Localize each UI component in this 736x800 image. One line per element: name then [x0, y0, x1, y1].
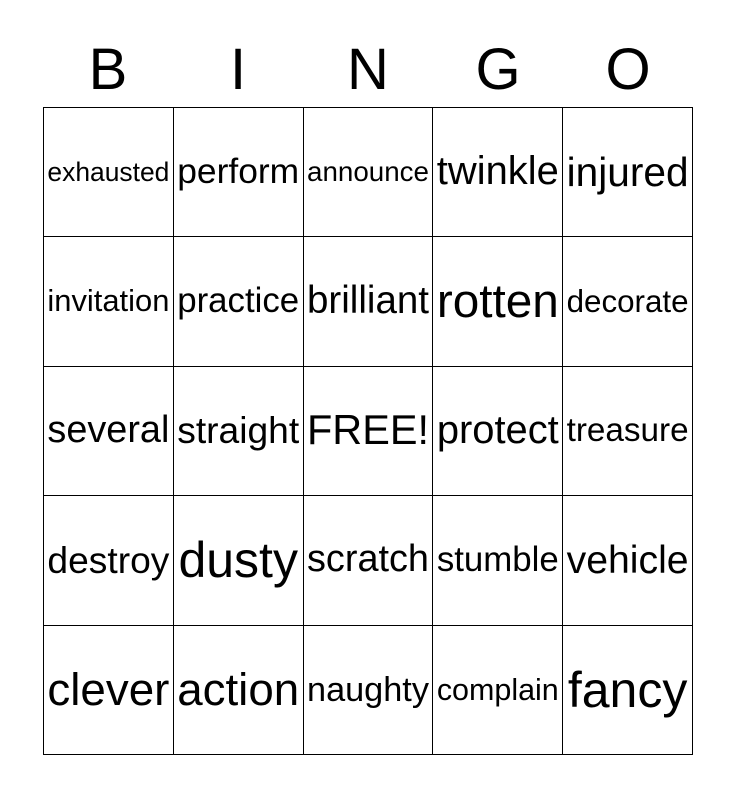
bingo-cell[interactable] [563, 367, 693, 496]
bingo-word: announce [307, 156, 429, 188]
bingo-letter-g: G [475, 37, 521, 102]
bingo-word: injured [566, 148, 689, 195]
bingo-cell[interactable] [304, 496, 434, 625]
bingo-cell[interactable] [433, 367, 563, 496]
bingo-title [43, 37, 693, 103]
bingo-word: protect [436, 408, 559, 453]
bingo-cell[interactable] [174, 108, 304, 237]
bingo-word: invitation [47, 283, 170, 319]
bingo-cell[interactable] [304, 626, 434, 755]
bingo-cell[interactable] [433, 237, 563, 366]
bingo-cell[interactable] [563, 626, 693, 755]
bingo-cell[interactable] [433, 108, 563, 237]
bingo-cell[interactable] [174, 237, 304, 366]
bingo-word: practice [177, 281, 300, 321]
bingo-letter-n: N [347, 37, 389, 102]
bingo-word: action [177, 663, 300, 715]
bingo-word: complain [436, 672, 559, 707]
bingo-cell[interactable] [44, 626, 174, 755]
bingo-word: scratch [307, 538, 429, 581]
bingo-word: clever [47, 663, 170, 715]
bingo-cell[interactable] [563, 108, 693, 237]
bingo-word: treasure [566, 412, 689, 450]
bingo-letter-i: I [229, 37, 247, 102]
bingo-word: decorate [566, 283, 689, 319]
bingo-cell[interactable] [563, 237, 693, 366]
bingo-cell[interactable] [174, 367, 304, 496]
bingo-word: fancy [567, 661, 688, 718]
bingo-grid [43, 107, 693, 755]
bingo-cell-free[interactable] [304, 367, 434, 496]
bingo-word: destroy [47, 538, 170, 581]
bingo-word: dusty [178, 532, 298, 589]
bingo-word: straight [177, 409, 300, 452]
bingo-cell[interactable] [44, 367, 174, 496]
bingo-cell[interactable] [44, 496, 174, 625]
bingo-word: several [47, 409, 170, 452]
bingo-cell[interactable] [304, 237, 434, 366]
bingo-word: exhausted [47, 156, 170, 187]
bingo-letter-b: B [88, 37, 128, 102]
bingo-cell[interactable] [174, 626, 304, 755]
bingo-cell[interactable] [563, 496, 693, 625]
bingo-word: FREE! [307, 407, 429, 454]
bingo-word: stumble [436, 539, 559, 579]
bingo-cell[interactable] [174, 496, 304, 625]
bingo-word: naughty [307, 670, 429, 709]
bingo-cell[interactable] [44, 237, 174, 366]
bingo-cell[interactable] [433, 496, 563, 625]
bingo-word: perform [177, 151, 300, 192]
bingo-cell[interactable] [304, 108, 434, 237]
bingo-cell[interactable] [44, 108, 174, 237]
bingo-cell[interactable] [433, 626, 563, 755]
bingo-word: rotten [436, 274, 559, 328]
bingo-letter-o: O [605, 37, 651, 102]
bingo-word: vehicle [566, 538, 689, 582]
bingo-word: brilliant [307, 279, 429, 323]
bingo-word: twinkle [436, 149, 559, 194]
